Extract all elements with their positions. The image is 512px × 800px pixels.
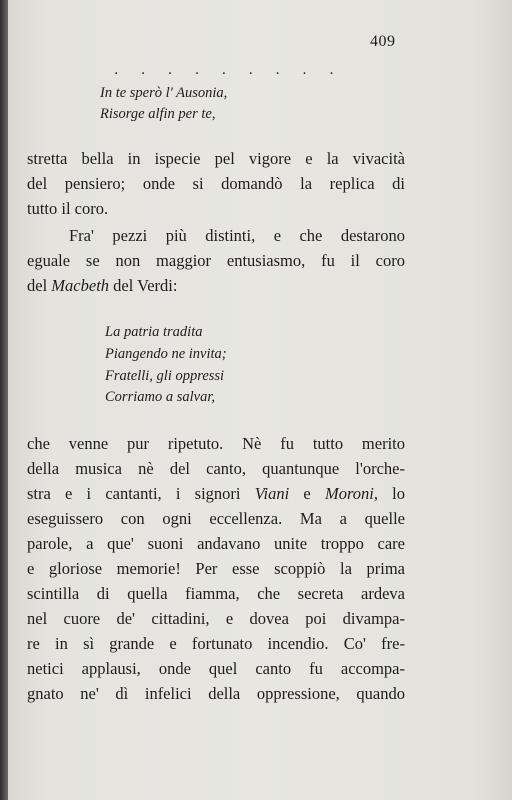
book-page xyxy=(8,0,512,800)
text-line: stra e i cantanti, i signori Viani e Moroni, lo xyxy=(27,484,406,503)
verse-line: Corriamo a salvar, xyxy=(105,389,215,405)
text-line: eseguissero con ogni eccellenza. Ma a quelle xyxy=(27,509,405,528)
verse-line: Fratelli, gli oppressi xyxy=(105,368,225,384)
text-line: scintilla di quella fiamma, che secreta ardeva xyxy=(27,584,405,603)
text-line: e gloriose memorie! Per esse scoppiò la prima xyxy=(27,559,405,578)
page-number: 409 xyxy=(370,33,396,50)
paragraph-3 xyxy=(27,431,405,706)
text-line: nel cuore de' cittadini, e dovea poi divampa- xyxy=(27,609,405,628)
text-line: del Macbeth del Verdi: xyxy=(27,276,178,295)
verse-ellipsis: . . . . . . . . . xyxy=(114,62,343,78)
text-line: Fra' pezzi più distinti, e che destarono xyxy=(69,226,405,245)
paragraph-1 xyxy=(27,146,405,221)
singer-name: Viani xyxy=(254,484,290,503)
text-line: re in sì grande e fortunato incendio. Co' fre- xyxy=(27,634,405,653)
text-line: parole, a que' suoni andavano unite troppo care xyxy=(27,534,405,553)
text-line: gnato ne' dì infelici della oppressione, quando xyxy=(27,684,405,703)
singer-name: Moroni xyxy=(324,484,374,503)
verse-line: In te sperò l' Ausonia, xyxy=(100,85,228,101)
paragraph-2 xyxy=(27,223,405,298)
verse-line: La patria tradita xyxy=(105,324,203,340)
text-line: stretta bella in ispecie pel vigore e la vivacità xyxy=(27,149,405,168)
text-line: netici applausi, onde quel canto fu accompa- xyxy=(27,659,405,678)
text-line: che venne pur ripetuto. Nè fu tutto merito xyxy=(27,434,405,453)
opera-title: Macbeth xyxy=(51,276,110,295)
text-line: della musica nè del canto, quantunque l'orche- xyxy=(27,459,405,478)
book-spine-shadow xyxy=(0,0,8,800)
verse-line: Risorge alfin per te, xyxy=(100,106,216,122)
verse-line: Piangendo ne invita; xyxy=(105,346,227,362)
text-line: tutto il coro. xyxy=(27,199,109,218)
text-line: del pensiero; onde si domandò la replica di xyxy=(27,174,405,193)
text-line: eguale se non maggior entusiasmo, fu il coro xyxy=(27,251,405,270)
